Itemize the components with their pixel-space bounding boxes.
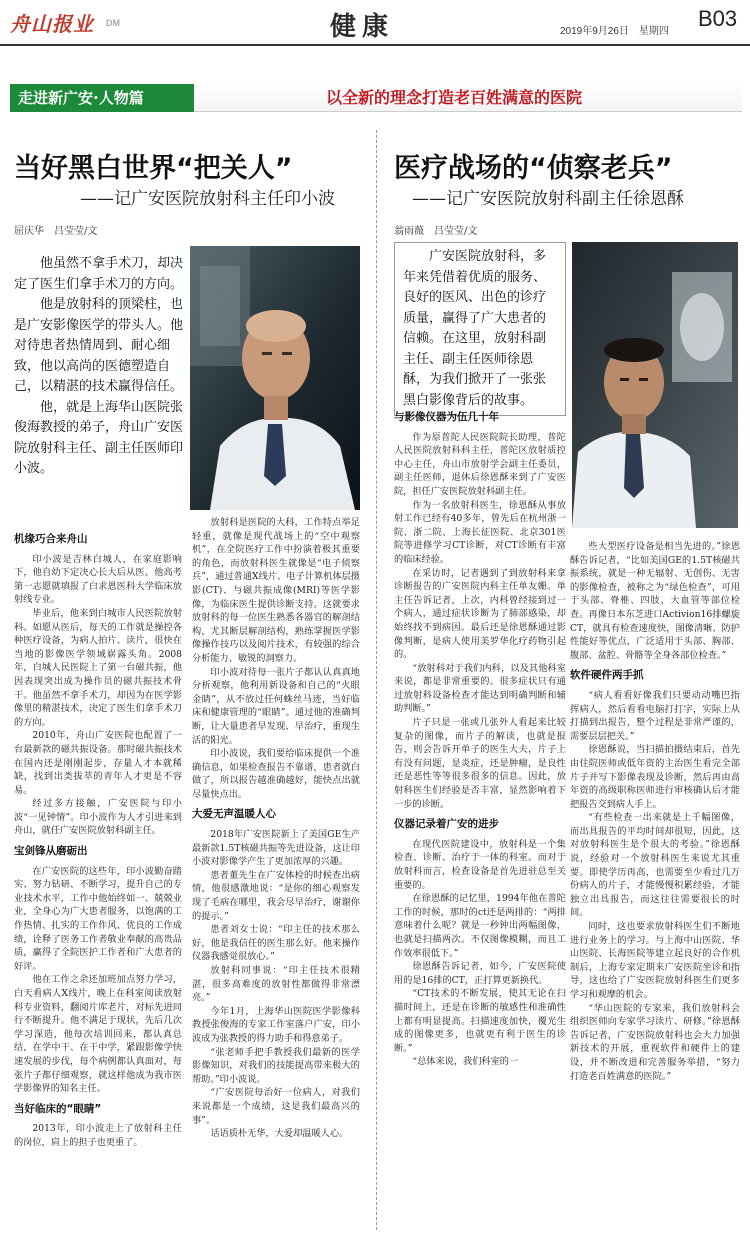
issue-date: 2019年9月26日 星期四 — [560, 26, 669, 37]
right-lead-paragraph: 广安医院放射科，多年来凭借着优质的服务、良好的医风、出色的诊疗质量，赢得了广大患者的信赖。在这里，放射科副主任、副主任医师徐恩酥，为我们掀开了一张张黑白影像背后的故事。 — [403, 249, 547, 408]
body-paragraph: “总体来说，我们科室的一 — [412, 1056, 519, 1068]
section-heading: 机缘巧合来舟山 — [14, 533, 88, 545]
left-subhead: ——记广安医院放射科主任印小波 — [80, 189, 335, 209]
body-paragraph: 2013年，印小波走上了放射科主任的岗位，肩上的担子也更重了。 — [14, 1123, 182, 1148]
body-paragraph: 同时，这也要求放射科医生们不断地进行业务上的学习。与上海中山医院、华山医院、长海医院等建立起良好的合作机制后，上海专家定期来广安医院坐诊和指导，这也给了广安医院放射科医生们更多学习和观摩的机会。 — [570, 921, 740, 1000]
column-divider — [376, 130, 377, 1230]
body-paragraph: “有些检查一出来就是上千幅图像，而出具报告的平均时间却很短，因此，这对放射科医生是个很大的考验。”徐恩酥说，经验对一个放射科医生来说尤其重要。即使学历再高，也需要至少看过几万份病人的片子，才能慢慢积累经验，才能独立出具报告，而这往往需要很长的时间。 — [570, 812, 740, 919]
left-lead — [14, 254, 184, 480]
body-paragraph: 经过多方接触，广安医院与印小波“一见钟情”。印小波作为人才引进来到舟山，就任广安医院放射科副主任。 — [14, 798, 182, 837]
body-paragraph: 今年1月，上海华山医院医学影像科教授张俊海的专家工作室落户广安，印小波成为张教授的得力助手和得意弟子。 — [192, 1005, 360, 1044]
section-heading: 大爱无声温暖人心 — [192, 808, 276, 821]
body-paragraph: 放射科同事说：“印主任技术很精湛，很多高难度的放射性都做得非常漂亮。” — [192, 965, 360, 1004]
left-lead-paragraph: 他是放射科的顶梁柱，也是广安影像医学的带头人。他对待患者热情周到、耐心细致，他以高尚的医德塑造自己，以精湛的技术赢得信任。 — [14, 297, 184, 394]
body-paragraph: 患者董先生在广安体检的时候查出病情，他很感激地说：“是你的细心观察发现了毛病在哪里，我会尽早治疗，谢谢你的提示。” — [192, 869, 360, 922]
left-byline: 屈庆华 吕莹莹/文 — [14, 226, 98, 237]
left-article-column-2 — [192, 516, 360, 1228]
body-paragraph: 些大型医疗设备是相当先进的。”徐恩酥告诉记者，“比如美国GE的1.5T核磁共振系统，就是一种无辐射、无创伤、无害的影像检查，被称之为“绿色检查”，可用于头部、脊椎、四肢、大血管等部位检查。再像日本东芝进口Activion16排螺旋CT，就具有检查速度快，图像清晰、防护性能好等优点，广泛适用于头部、胸部、腹部、盆腔、骨骼等全身各部位检查。” — [570, 541, 740, 661]
body-paragraph: 徐恩酥说，当扫描拍摄结束后，首先由住院医师或低年资的主治医生看完全部片子并写下影像表现及诊断，然后再由高年资的高级职称医师进行审核确认后才能把报告交到病人手上。 — [570, 744, 740, 810]
section-heading: 宝剑锋从磨砺出 — [14, 845, 88, 858]
left-lead-paragraph: 他虽然不拿手术刀，却决定了医生们拿手术刀的方向。 — [14, 256, 184, 292]
right-lead — [394, 242, 566, 416]
body-paragraph: “华山医院的专家来，我们放射科会组织医师向专家学习读片、研修。”徐恩酥告诉记者，广安医院放射科也会大力加强新技术的开展，重视软件和硬件上的建设，并不断改进和完善服务举措，“努力打造老百姓满意的医院。” — [570, 1002, 740, 1082]
body-paragraph: “病人看看好像我们只要动动嘴巴指挥病人，然后看看电脑打打字，实际上从打描到出报告，整个过程是非常严谨的，需要层层把关。” — [570, 689, 740, 742]
series-banner — [10, 84, 742, 112]
body-paragraph: 患者刘女士说：“印主任的技术那么好，他是我信任的医生那么好。他来操作仪器我感觉很放心。” — [192, 924, 360, 963]
body-paragraph: 毕业后，他来到白城市人民医院放射科。如愿从医后，每天的工作就是操控各种医疗设备，为病人拍片、读片，很快在当地的影像医学领域崭露头角。2008年，白城人民医院上了第一台磁共振，他因表现突出成为操作员的磁共振技术骨干。他虽然不拿手术刀，却因为在医学影像里的精湛技术，决定了医生们拿手术刀的方向。 — [14, 607, 182, 728]
body-paragraph: 他在工作之余还加班加点努力学习，白天看病人X线片，晚上在科室阅读放射科专业资料，翻阅片库老片，对标先进同行不断提升。他不满足于现状，先后几次学习深造，他每次培训回来，都认真总结，在学中干、在干中学，紧跟影像学快速发展的步伐，每个病例都认真面对，每张片子都仔细观察，就这样他成为我市医学影像界的知名主任。 — [14, 974, 182, 1095]
series-title: 以全新的理念打造老百姓满意的医院 — [326, 88, 583, 107]
body-paragraph: 作为一名放射科医生，徐恩酥从事放射工作已经有40多年，曾先后在杭州浙一院、浙二院、上海长征医院、北京301医院等进修学习CT诊断，对CT诊断有丰富的临床经验。 — [394, 499, 566, 565]
portrait-photo-right — [572, 242, 738, 528]
left-article-column-1 — [14, 526, 182, 1226]
masthead — [0, 0, 750, 48]
body-paragraph: 徐恩酥告诉记者，如今，广安医院使用的是16排的CT，正打算更新换代。 — [394, 961, 566, 986]
body-paragraph: 印小波对待每一张片子都认认真真地分析观察，他利用新设备和自己的“火眼金睛”，从不放过任何蛛丝马迹，当好临床和健康管理的“眼睛”。通过他的准确判断，让大量患者早发现、早治疗，重现生活的阳光。 — [192, 666, 360, 746]
left-lead-paragraph: 他，就是上海华山医院张俊海教授的弟子，舟山广安医院放射科主任、副主任医师印小波。 — [14, 399, 184, 476]
body-paragraph: 放射科是医院的大科，工作特点举足轻重，就像是现代战场上的“空中观察机”，在全院医疗工作中扮演着极其重要的角色，而放射科医生就像是“电子侦察兵”，通过普通X线片、电子计算机体层摄影(CT)、与磁共振成像(MRI)等医学影像，为临床医生提供诊断支持。这就要求放射科的每一位医生熟悉各器官的解剖结构，尤其断层解剖结构，熟练掌握医学影像操作技巧以及阅片技术，有较强的综合分析能力、敏锐的洞察力。 — [192, 517, 360, 664]
body-paragraph: “放射科对于我们内科，以及其他科室来说，都是非常重要的。很多症状只有通过放射科设备检查才能达到明确判断和辅助判断。” — [394, 662, 566, 715]
series-tag: 走进新广安·人物篇 — [10, 84, 194, 112]
body-paragraph: 印小波说，我们要给临床提供一个准确信息，如果检查报告不靠谱，患者就白做了，所以报告越准确越好，能快点出就尽量快点出。 — [192, 748, 360, 800]
body-paragraph: 在现代医院建设中，放射科是一个集检查、诊断、治疗于一体的科室。而对于放射科而言，检查设备是首先进驻总至关重要的。 — [394, 838, 566, 891]
body-paragraph: 话语质朴无华，大爱却温暖人心。 — [210, 1128, 349, 1140]
body-paragraph: 作为原普陀人民医院院长助理，普陀人民医院放射科科主任，普陀区放射质控中心主任，舟山市放射学会副主任委员，副主任医师，退休后徐恩酥来到了广安医院，担任广安医院放射科副主任。 — [394, 431, 566, 497]
right-subhead: ——记广安医院放射科副主任徐恩酥 — [412, 189, 684, 209]
section-heading: 当好临床的“眼睛” — [14, 1102, 102, 1115]
portrait-photo-left — [190, 246, 360, 510]
body-paragraph: 片子只是一张或几张外人看起来比较复杂的图像，而片子的解读，也就是报告，则会告诉开单子的医生大夫，片子上有没有问题，是炎症，还是肿瘤，是良性还是恶性等等很多很多的信息。因此，放射科医生们经验是否丰富，显然影响着下一步的诊断。 — [394, 717, 566, 810]
section-heading: 仪器记录着广安的进步 — [394, 818, 499, 831]
newspaper-logo: 舟山报业 — [10, 12, 94, 36]
right-article-column-1 — [394, 404, 566, 1228]
body-paragraph: 2018年广安医院新上了美国GE生产最新款1.5T核磁共振等先进设备，这让印小波对影像学产生了更加浓厚的兴趣。 — [192, 829, 360, 868]
section-title: 健康 — [330, 12, 395, 42]
left-headline: 当好黑白世界“把关人” — [14, 153, 293, 184]
body-paragraph: “广安医院每治好一位病人，对我们来说都是一个成绩，这是我们最高兴的事”。 — [192, 1087, 360, 1126]
section-heading: 与影像仪器为伍几十年 — [394, 411, 499, 423]
body-paragraph: 2010年，舟山广安医院也配置了一台最新款的磁共振设备。那时磁共振技术在国内还是刚刚起步，存量人才本就稀缺，找到出类拔萃的青年人才更是不容易。 — [14, 730, 182, 796]
right-headline: 医疗战场的“侦察老兵” — [394, 153, 673, 184]
section-heading: 软件硬件两手抓 — [570, 669, 644, 682]
body-paragraph: 印小波是吉林白城人，在家庭影响下，他自幼下定决心长大后从医。他高考第一志愿就填报了白求恩医科大学临床放射线专业。 — [14, 553, 182, 606]
right-byline: 翁雨薇 吕莹莹/文 — [394, 226, 478, 237]
body-paragraph: “张老师手把手教授我们最新的医学影像知识，对我们的技能提高带来极大的帮助。”印小波说。 — [192, 1046, 360, 1085]
body-paragraph: 在广安医院的这些年，印小波勤奋踏实、努力钻研、不断学习，提升自己的专业技术水平，工作中他始终如一、兢兢业业，全身心为广大患者服务，以饱满的工作热情、扎实的工作作风、优良的工作成绩，诠释了医务工作者敬业奉献的高贵品质，赢得了全院医护工作者和广大患者的好评。 — [14, 865, 182, 972]
body-paragraph: 在采访时，记者遇到了到放射科来拿诊断报告的广安医院内科主任单友姗。单主任告诉记者，上次，内科曾经接到过一个病人，通过症状诊断为了肺部感染，却始终找不到病因。最后还是徐恩酥通过影像判断，是病人使用美罗华化疗药物引起的。 — [394, 567, 566, 661]
page-number: B03 — [698, 6, 738, 31]
masthead-rule — [0, 44, 750, 46]
body-paragraph: 在徐恩酥的记忆里，1994年他在普陀工作的时候，那时的ct还是两排的：“两排意味着什么呢？就是一秒钟出两幅图像，也就是扫描两次。不仅图像模糊，而且工作效率很低下。” — [394, 893, 566, 959]
body-paragraph: “CT技术的不断发展，使其无论在扫描时间上，还是在诊断的敏感性和准确性上都有明显提高。扫描速度加快，覆光生成的图像更多，也就更有利于医生的诊断。” — [394, 988, 566, 1054]
right-article-column-2 — [570, 540, 740, 1228]
logo-sub: DM — [106, 18, 120, 28]
